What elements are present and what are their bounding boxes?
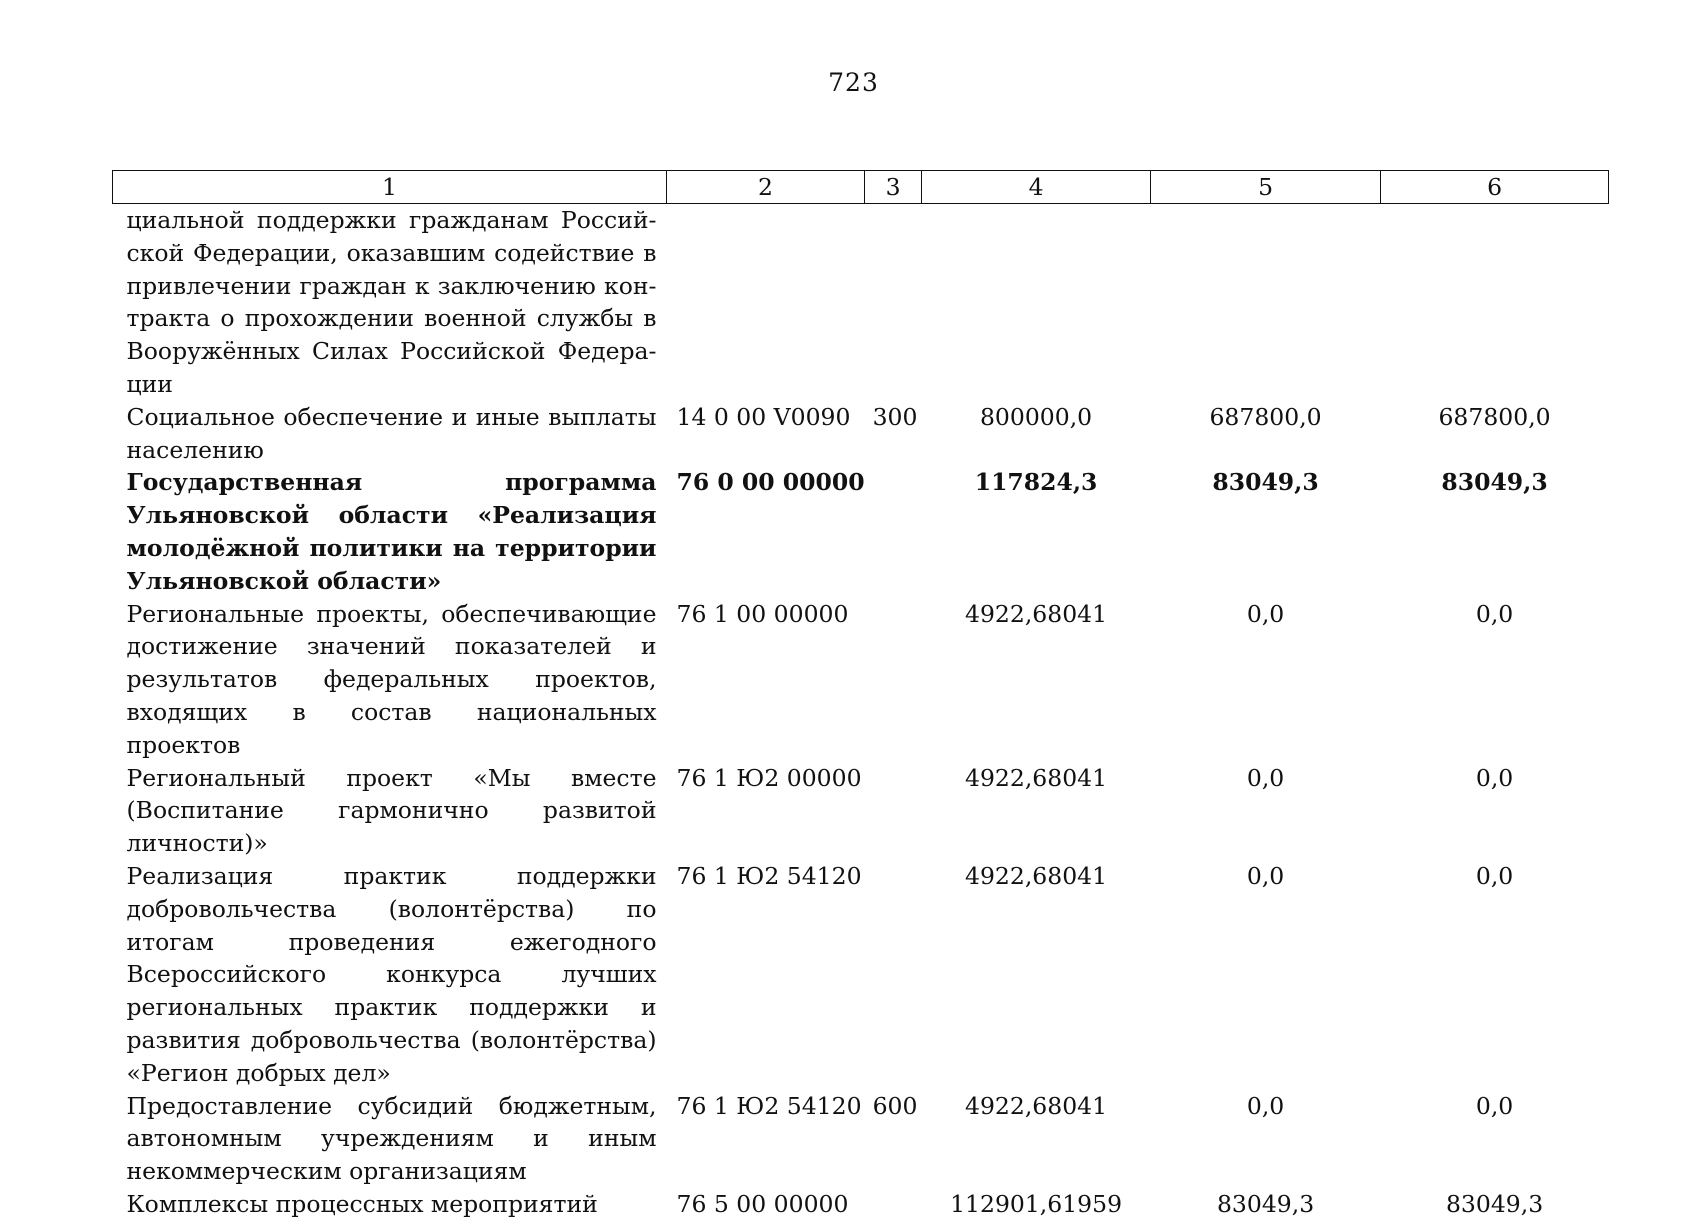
row-value-5: 0,0 bbox=[1246, 599, 1285, 628]
row-type bbox=[865, 1188, 922, 1221]
row-code: 76 5 00 00000 bbox=[676, 1189, 849, 1218]
header-col-6: 6 bbox=[1381, 171, 1609, 204]
row-value-4: 117824,3 bbox=[974, 468, 1098, 497]
row-type bbox=[865, 598, 922, 762]
table-body bbox=[113, 204, 1609, 1221]
header-col-1: 1 bbox=[113, 171, 667, 204]
row-code: 76 1 Ю2 00000 bbox=[676, 763, 862, 792]
table-row bbox=[113, 466, 1609, 597]
row-code: 14 0 00 V0090 bbox=[676, 402, 851, 431]
row-name: циальной поддержки гражданам Российской Федерации, оказавшим содействие в привлечении граждан к заключению контракта о прохождении военной службы в Вооружённых Силах Российской Федерации bbox=[126, 206, 657, 398]
header-col-2: 2 bbox=[667, 171, 865, 204]
table-row bbox=[113, 1188, 1609, 1221]
row-value-4: 4922,68041 bbox=[965, 599, 1108, 628]
row-name: Комплексы процессных мероприятий bbox=[126, 1189, 598, 1218]
table-header bbox=[113, 171, 1609, 204]
row-type bbox=[865, 860, 922, 1090]
table-row bbox=[113, 860, 1609, 1090]
row-code bbox=[667, 204, 865, 401]
table-row bbox=[113, 1090, 1609, 1188]
row-value-5: 83049,3 bbox=[1212, 468, 1319, 497]
table-row bbox=[113, 762, 1609, 860]
header-col-4: 4 bbox=[922, 171, 1151, 204]
row-type bbox=[865, 762, 922, 860]
row-value-6: 0,0 bbox=[1475, 599, 1514, 628]
row-value-6: 0,0 bbox=[1475, 1091, 1514, 1120]
row-value-4: 112901,61959 bbox=[950, 1189, 1123, 1218]
row-value-4 bbox=[922, 204, 1151, 401]
row-value-6: 83049,3 bbox=[1441, 468, 1548, 497]
row-type: 300 bbox=[872, 402, 918, 431]
row-name: Социальное обеспечение и иные выплаты населению bbox=[126, 402, 657, 464]
row-value-4: 4922,68041 bbox=[965, 763, 1108, 792]
row-type: 600 bbox=[872, 1091, 918, 1120]
header-row bbox=[113, 171, 1609, 204]
header-col-5: 5 bbox=[1151, 171, 1381, 204]
row-value-5: 0,0 bbox=[1246, 861, 1285, 890]
row-value-5: 687800,0 bbox=[1209, 402, 1322, 431]
row-name: Региональные проекты, обеспечивающие достижение значений показателей и результатов федеральных проектов, входящих в состав национальных проектов bbox=[126, 599, 657, 759]
row-value-5: 0,0 bbox=[1246, 1091, 1285, 1120]
row-value-6: 687800,0 bbox=[1438, 402, 1551, 431]
row-value-4: 4922,68041 bbox=[965, 861, 1108, 890]
row-type bbox=[865, 466, 922, 597]
table-row bbox=[113, 401, 1609, 467]
row-value-5: 0,0 bbox=[1246, 763, 1285, 792]
row-type bbox=[865, 204, 922, 401]
table-row bbox=[113, 204, 1609, 401]
row-value-6: 83049,3 bbox=[1445, 1189, 1544, 1218]
row-code: 76 1 Ю2 54120 bbox=[676, 1091, 862, 1120]
row-name: Региональный проект «Мы вместе (Воспитание гармонично развитой личности)» bbox=[126, 763, 657, 858]
row-value-5 bbox=[1151, 204, 1381, 401]
row-value-4: 4922,68041 bbox=[965, 1091, 1108, 1120]
row-code: 76 0 00 00000 bbox=[676, 468, 865, 497]
row-value-6 bbox=[1381, 204, 1609, 401]
row-name: Государственная программа Ульяновской области «Реализация молодёжной политики на территории Ульяновской области» bbox=[126, 468, 657, 595]
row-name: Предоставление субсидий бюджетным, автономным учреждениям и иным некоммерческим организациям bbox=[126, 1091, 657, 1186]
header-col-3: 3 bbox=[865, 171, 922, 204]
table-row bbox=[113, 598, 1609, 762]
row-code: 76 1 Ю2 54120 bbox=[676, 861, 862, 890]
row-value-4: 800000,0 bbox=[979, 402, 1093, 431]
row-code: 76 1 00 00000 bbox=[676, 599, 849, 628]
row-name: Реализация практик поддержки добровольчества (волонтёрства) по итогам проведения ежегодного Всероссийского конкурса лучших региональных практик поддержки и развития добровольчества (волонтёрства) «Регион добрых дел» bbox=[126, 861, 657, 1087]
page-number: 723 bbox=[828, 68, 879, 97]
row-value-6: 0,0 bbox=[1475, 763, 1514, 792]
budget-table bbox=[112, 170, 1609, 1221]
row-value-5: 83049,3 bbox=[1216, 1189, 1315, 1218]
row-value-6: 0,0 bbox=[1475, 861, 1514, 890]
